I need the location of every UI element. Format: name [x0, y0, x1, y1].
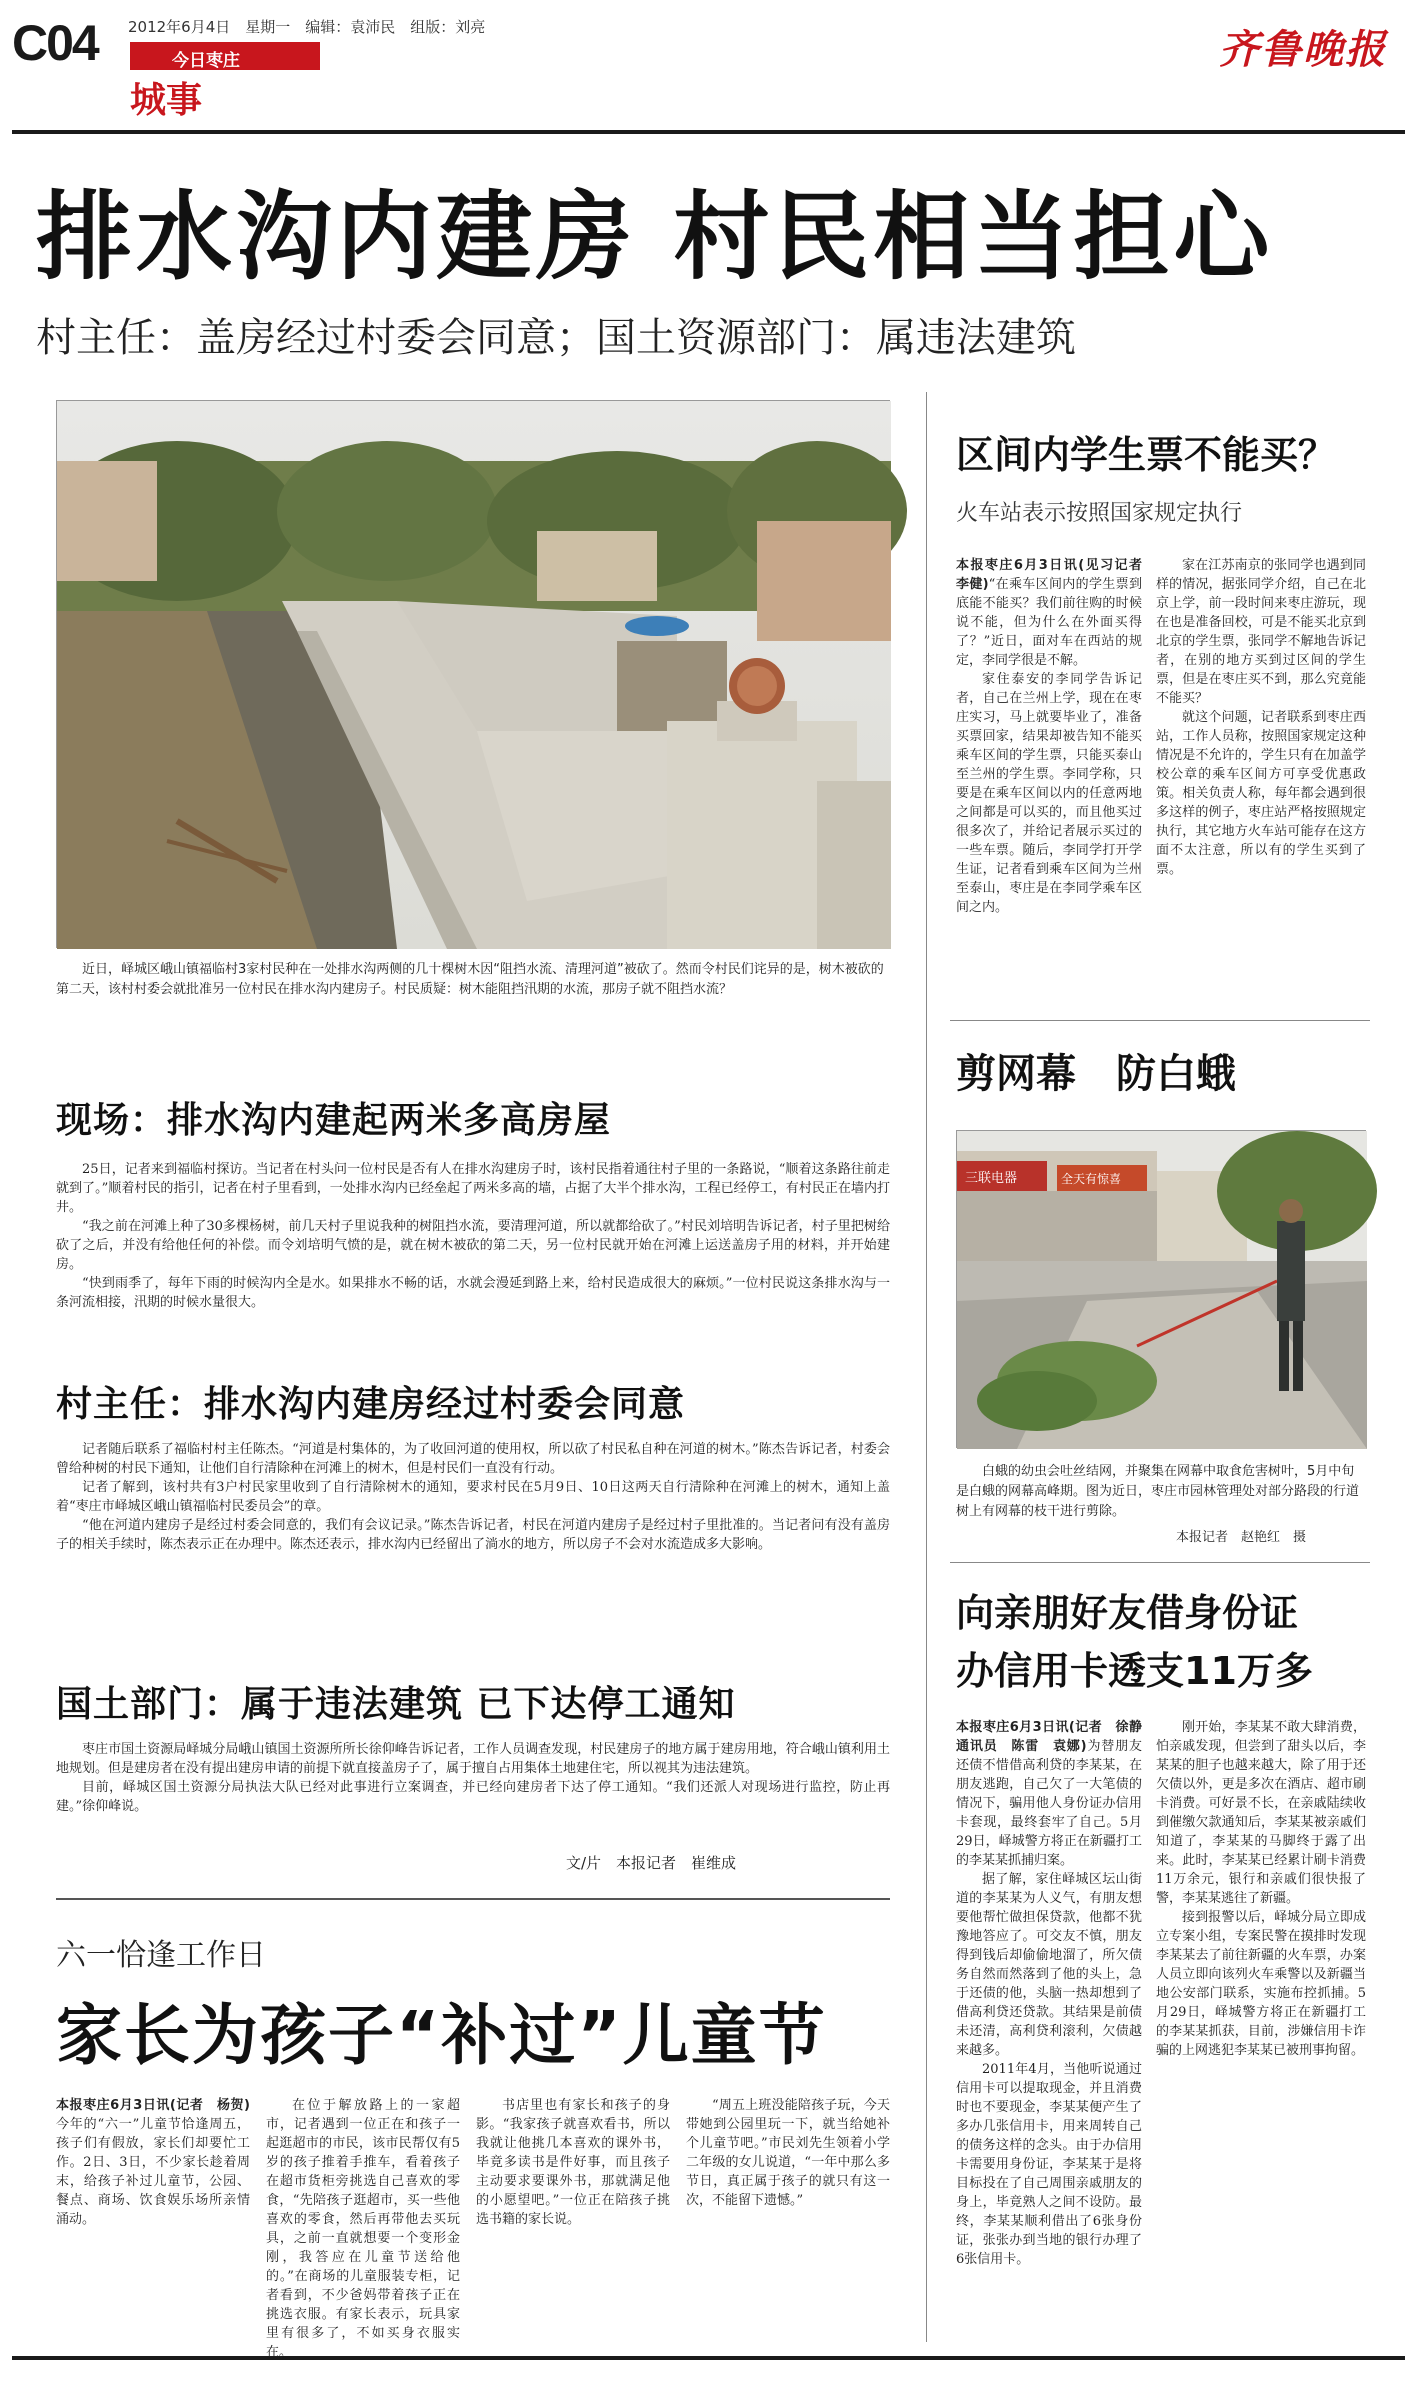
paragraph: 家住泰安的李同学告诉记者，自己在兰州上学，现在在枣庄实习，马上就要毕业了，准备买票回家，结果却被告知不能买乘车区间的学生票，只能买泰山至兰州的学生票。李同学称，只要是在乘车区间以内的任意两地之间都是可以买的，而且他买过很多次了，并给记者展示买过的一些车票。随后，李同学打开学生证，记者看到乘车区间为兰州至泰山，枣庄是在李同学乘车区间之内。 [956, 672, 1142, 915]
credit-lead: 为替朋友还债不惜借高利贷的李某某，在朋友逃跑，自己欠了一大笔债的情况下，骗用他人身份证办信用卡套现，最终套牢了自己。5月29日，峄城警方将正在新疆打工的李某某抓捕归案。 [956, 1739, 1142, 1868]
credit-dateline: 本报枣庄6月3日讯(记者 徐静 通讯员 陈雷 袁娜) [956, 1720, 1156, 1754]
story-divider [56, 1898, 890, 1900]
section-body-scene [56, 1160, 890, 1340]
children-lead: 今年的“六一”儿童节恰逢周五，孩子们有假放，家长们却要忙工作。2日、3日，不少家长趁着周末，给孩子补过儿童节，公园、餐点、商场、饮食娱乐场所亲情涌动。 [56, 2117, 250, 2227]
moth-credit: 本报记者 赵艳红 摄 [1176, 1530, 1307, 1545]
masthead-logo: 齐鲁晚报 [1219, 26, 1387, 73]
section-title-land: 国土部门：属于违法建筑 已下达停工通知 [56, 1684, 736, 1725]
credit-col-2 [1156, 1718, 1366, 2346]
date-line: 2012年6月4日 星期一 编辑：袁沛民 组版：刘亮 [128, 18, 486, 36]
paragraph: 记者随后联系了福临村村主任陈杰。“河道是村集体的，为了收回河道的使用权，所以砍了村民私自种在河道的树木。”陈杰告诉记者，村委会曾给种树的村民下通知，让他们自行清除种在河滩上的树木，但是村民们一直没有行动。 [56, 1442, 890, 1476]
main-photo-caption: 近日，峄城区峨山镇福临村3家村民种在一处排水沟两侧的几十棵树木因“阻挡水流、清理河道”被砍了。然而令村民们诧异的是，树木被砍的第二天，该村村委会就批准另一位村民在排水沟内建房子。村民质疑：树木能阻挡汛期的水流，那房子就不阻挡水流？ [56, 962, 884, 997]
paragraph: 25日，记者来到福临村探访。当记者在村头问一位村民是否有人在排水沟建房子时，该村民指着通往村子里的一条路说，“顺着这条路往前走就到了。”顺着村民的指引，记者在村子里看到，一处排水沟内已经垒起了两米多高的墙，占据了大半个排水沟，工程已经停工，有村民正在墙内打井。 [56, 1162, 890, 1215]
shop-sign-1: 三联电器 [965, 1171, 1018, 1186]
right-divider-2 [950, 1562, 1370, 1563]
children-reporter: (记者 杨贺) [169, 2098, 250, 2113]
section-title-scene: 现场：排水沟内建起两米多高房屋 [56, 1100, 612, 1141]
moth-caption: 白蛾的幼虫会吐丝结网，并聚集在网幕中取食危害树叶，5月中旬是白蛾的网幕高峰期。图为近日，枣庄市园林管理处对部分路段的行道树上有网幕的枝干进行剪除。 [956, 1464, 1360, 1519]
tickets-lead: “在乘车区间内的学生票到底能不能买？我们前往购的时候说不能，但为什么在外面买得了？”近日，面对车在西站的规定，李同学很是不解。 [956, 577, 1142, 668]
main-byline: 文/片 本报记者 崔维成 [566, 1854, 737, 1872]
paragraph: 接到报警以后，峄城分局立即成立专案小组，专案民警在摸排时发现李某某去了前往新疆的火车票，办案人员立即向该列火车乘警以及新疆当地公安部门联系，实施布控抓捕。5月29日，峄城警方将正在新疆打工的李某某抓获，目前，涉嫌信用卡诈骗的上网逃犯李某某已被刑事拘留。 [1156, 1910, 1366, 2058]
paragraph: 据了解，家住峄城区坛山街道的李某某为人义气，有朋友想要他帮忙做担保贷款，他都不犹豫地答应了。可交友不慎，朋友得到钱后却偷偷地溜了，所欠债务自然而然落到了他的头上，急于还债的他，头脑一热却想到了借高利贷还贷款。其结果是前债未还清，高利贷利滚利，欠债越来越多。 [956, 1872, 1142, 2058]
page-number: C04 [12, 15, 98, 71]
paragraph: “快到雨季了，每年下雨的时候沟内全是水。如果排水不畅的话，水就会漫延到路上来，给村民造成很大的麻烦。”一位村民说这条排水沟与一条河流相接，汛期的时候水量很大。 [56, 1276, 890, 1310]
section-body-land [56, 1740, 890, 1840]
paragraph: 书店里也有家长和孩子的身影。“我家孩子就喜欢看书，所以我就让他挑几本喜欢的课外书，毕竟多读书是件好事，而且孩子主动要求要课外书，那就满足他的小愿望吧。”一位正在陪孩子挑选书籍的家长说。 [476, 2098, 670, 2227]
paragraph: 记者了解到，该村共有3户村民家里收到了自行清除树木的通知，要求村民在5月9日、10日这两天自行清除种在河滩上的树木，通知上盖着“枣庄市峄城区峨山镇福临村民委员会”的章。 [56, 1480, 890, 1514]
credit-headline-2: 办信用卡透支11万多 [956, 1649, 1313, 1693]
moth-headline: 剪网幕 防白蛾 [956, 1051, 1236, 1097]
main-photo [56, 400, 890, 948]
children-col-2 [266, 2096, 460, 2360]
section-title-chief: 村主任：排水沟内建房经过村委会同意 [56, 1384, 686, 1425]
tickets-headline: 区间内学生票不能买？ [956, 433, 1337, 477]
paragraph: 目前，峄城区国土资源分局执法大队已经对此事进行立案调查，并已经向建房者下达了停工通知。“我们还派人对现场进行监控，防止再建。”徐仰峰说。 [56, 1780, 890, 1814]
paragraph: 枣庄市国土资源局峄城分局峨山镇国土资源所所长徐仰峰告诉记者，工作人员调查发现，村民建房子的地方属于建房用地，符合峨山镇利用土地规划。但是建房者在没有提出建房申请的前提下就直接盖房子了，属于擅自占用集体土地建住宅，所以视其为违法建筑。 [56, 1742, 890, 1776]
section-name: 城事 [130, 80, 203, 121]
credit-headline-1: 向亲朋好友借身份证 [956, 1591, 1299, 1635]
children-headline: 家长为孩子“补过”儿童节 [56, 1997, 827, 2074]
header-rule [12, 130, 1405, 134]
paragraph: “我之前在河滩上种了30多棵杨树，前几天村子里说我种的树阻挡水流，要清理河道，所以就都给砍了。”村民刘培明告诉记者，村子里把树给砍了之后，并没有给他任何的补偿。而令刘培明气愤的是，就在树木被砍的第二天，另一位村民就开始在河滩上运送盖房子用的材料，并开始建房。 [56, 1219, 890, 1272]
main-deck: 村主任：盖房经过村委会同意；国土资源部门：属违法建筑 [36, 315, 1076, 361]
tickets-deck: 火车站表示按照国家规定执行 [956, 501, 1243, 526]
column-divider [926, 392, 927, 2342]
paragraph: 刚开始，李某某不敢大肆消费，怕亲戚发现，但尝到了甜头以后，李某某的胆子也越来越大，除了用于还欠债以外，更是多次在酒店、超市刷卡消费。可好景不长，在亲戚陆续收到催缴欠款通知后，李某某被亲戚们知道了，李某某的马脚终于露了出来。此时，李某某已经累计刷卡消费11万余元，银行和亲戚们很快报了警，李某某逃往了新疆。 [1156, 1720, 1366, 1906]
paragraph: “他在河道内建房子是经过村委会同意的，我们有会议记录。”陈杰告诉记者，村民在河道内建房子是经过村子里批准的。当记者问有没有盖房子的相关手续时，陈杰表示正在办理中。陈杰还表示，排水沟内已经留出了淌水的地方，所以房子不会对水流造成多大影响。 [56, 1518, 890, 1552]
paragraph: “周五上班没能陪孩子玩，今天带她到公园里玩一下，就当给她补个儿童节吧。”市民刘先生领着小学二年级的女儿说道，“一年中那么多节日，真正属于孩子的就只有这一次，不能留下遗憾。” [686, 2098, 890, 2208]
main-headline: 排水沟内建房 村民相当担心 [36, 181, 1274, 293]
tickets-col-1 [956, 556, 1156, 996]
shop-sign-2: 全天有惊喜 [1061, 1172, 1122, 1186]
tickets-col-2 [1156, 556, 1366, 996]
children-kicker: 六一恰逢工作日 [56, 1938, 266, 1973]
paragraph: 就这个问题，记者联系到枣庄西站，工作人员称，按照国家规定这种情况是不允许的，学生只有在加盖学校公章的乘车区间方可享受优惠政策。相关负责人称，每年都会遇到很多这样的例子，枣庄站严格按照规定执行，其它地方火车站可能存在这方面不太注意，所以有的学生买到了票。 [1156, 710, 1366, 877]
children-col-1 [56, 2096, 250, 2346]
tickets-dateline: 本报枣庄6月3日讯(见习记者 李健) [956, 558, 1156, 592]
paragraph: 在位于解放路上的一家超市，记者遇到一位正在和孩子一起逛超市的市民，该市民帮仅有5岁的孩子推着手推车，看着孩子在超市货柜旁挑选自己喜欢的零食，“先陪孩子逛超市，买一些他喜欢的零食，然后再带他去买玩具，之前一直就想要一个变形金刚，我答应在儿童节送给他的。”在商场的儿童服装专柜，记者看到，不少爸妈带着孩子正在挑选衣服。有家长表示，玩具家里有很多了，不如买身衣服实在。 [266, 2098, 460, 2360]
bottom-rule [12, 2356, 1405, 2360]
moth-photo [956, 1130, 1366, 1448]
section-tag: 今日枣庄 [172, 51, 240, 71]
children-col-4 [686, 2096, 890, 2346]
children-dateline: 本报枣庄6月3日讯 [56, 2098, 170, 2113]
paragraph: 家在江苏南京的张同学也遇到同样的情况，据张同学介绍，自己在北京上学，前一段时间来枣庄游玩，现在也是准备回校，可是不能买北京到北京的学生票，张同学不解地告诉记者，在别的地方买到过区间的学生票，但是在枣庄买不到，那么究竟能不能买？ [1156, 558, 1366, 706]
section-body-chief [56, 1440, 890, 1660]
children-col-3 [476, 2096, 670, 2346]
credit-col-1 [956, 1718, 1156, 2346]
paragraph: 2011年4月，当他听说通过信用卡可以提取现金，并且消费时也不要现金，李某某便产生了多办几张信用卡，用来周转自己的债务这样的念头。由于办信用卡需要用身份证，李某某于是将目标投在了自己周围亲戚朋友的身上，毕竟熟人之间不设防。最终，李某某顺利借出了6张身份证，张张办到当地的银行办理了6张信用卡。 [956, 2062, 1142, 2267]
right-divider-1 [950, 1020, 1370, 1021]
